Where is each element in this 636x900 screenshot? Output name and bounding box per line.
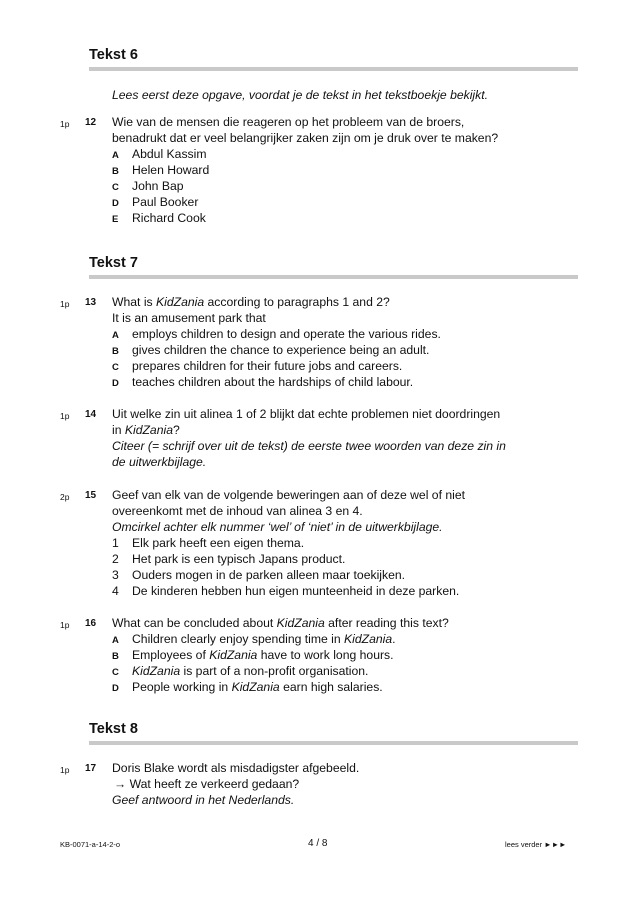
question-instruction: de uitwerkbijlage. (112, 455, 207, 469)
question-points: 2p (60, 492, 70, 502)
question-instruction: Citeer (= schrijf over uit de tekst) de eerste twee woorden van deze zin in (112, 439, 506, 453)
answer-option-b: B gives children the chance to experience being an adult. (112, 343, 430, 357)
question-text: It is an amusement park that (112, 311, 266, 325)
question-points: 1p (60, 765, 70, 775)
question-prompt: → Wat heeft ze verkeerd gedaan? (114, 777, 300, 791)
section-title-tekst-8: Tekst 8 (89, 721, 138, 737)
statement-2: 2 Het park is een typisch Japans product. (112, 552, 346, 566)
question-number: 12 (85, 117, 97, 128)
question-points: 1p (60, 411, 70, 421)
section-rule (89, 275, 578, 279)
answer-option-c: C prepares children for their future jobs and careers. (112, 359, 403, 373)
answer-option-d: D teaches children about the hardships of child labour. (112, 375, 414, 389)
question-number: 16 (85, 618, 97, 629)
answer-option-b: B Employees of KidZania have to work long hours. (112, 648, 394, 662)
question-points: 1p (60, 119, 70, 129)
section-title-tekst-7: Tekst 7 (89, 255, 138, 271)
exam-code: KB-0071-a-14-2-o (60, 840, 121, 849)
answer-option-d: D People working in KidZania earn high salaries. (112, 680, 383, 694)
question-text: What is KidZania according to paragraphs 1 and 2? (112, 295, 390, 309)
question-text: Uit welke zin uit alinea 1 of 2 blijkt dat echte problemen niet doordringen (112, 407, 501, 421)
answer-option-a: A Abdul Kassim (112, 147, 207, 161)
answer-option-a: A Children clearly enjoy spending time in KidZania. (112, 632, 396, 646)
question-instruction: Omcirkel achter elk nummer ‘wel’ of ‘niet’ in de uitwerkbijlage. (112, 520, 443, 534)
answer-option-e: E Richard Cook (112, 211, 206, 225)
question-number: 14 (85, 409, 97, 420)
question-text: overeenkomt met de inhoud van alinea 3 en 4. (112, 504, 363, 518)
statement-1: 1 Elk park heeft een eigen thema. (112, 536, 305, 550)
question-text: Doris Blake wordt als misdadigster afgebeeld. (112, 761, 360, 775)
statement-4: 4 De kinderen hebben hun eigen munteenheid in deze parken. (112, 584, 460, 598)
instruction-text: Lees eerst deze opgave, voordat je de tekst in het tekstboekje bekijkt. (112, 88, 489, 102)
section-rule (89, 741, 578, 745)
question-points: 1p (60, 299, 70, 309)
answer-option-a: A employs children to design and operate the various rides. (112, 327, 441, 341)
section-title-tekst-6: Tekst 6 (89, 47, 138, 63)
question-text: in KidZania? (112, 423, 180, 437)
page-number: 4 / 8 (308, 838, 328, 849)
section-rule (89, 67, 578, 71)
answer-option-d: D Paul Booker (112, 195, 199, 209)
statement-3: 3 Ouders mogen in de parken alleen maar toekijken. (112, 568, 406, 582)
question-text: Geef van elk van de volgende beweringen aan of deze wel of niet (112, 488, 466, 502)
question-points: 1p (60, 620, 70, 630)
question-text: What can be concluded about KidZania after reading this text? (112, 616, 449, 630)
question-number: 17 (85, 763, 97, 774)
question-number: 13 (85, 297, 97, 308)
question-number: 15 (85, 490, 97, 501)
question-text: Wie van de mensen die reageren op het probleem van de broers, (112, 115, 465, 129)
question-instruction: Geef antwoord in het Nederlands. (112, 793, 295, 807)
answer-option-c: C KidZania is part of a non-profit organisation. (112, 664, 369, 678)
answer-option-c: C John Bap (112, 179, 184, 193)
continue-note: lees verder ►►► (505, 840, 567, 849)
question-text: benadrukt dat er veel belangrijker zaken zijn om je druk over te maken? (112, 131, 499, 145)
answer-option-b: B Helen Howard (112, 163, 210, 177)
